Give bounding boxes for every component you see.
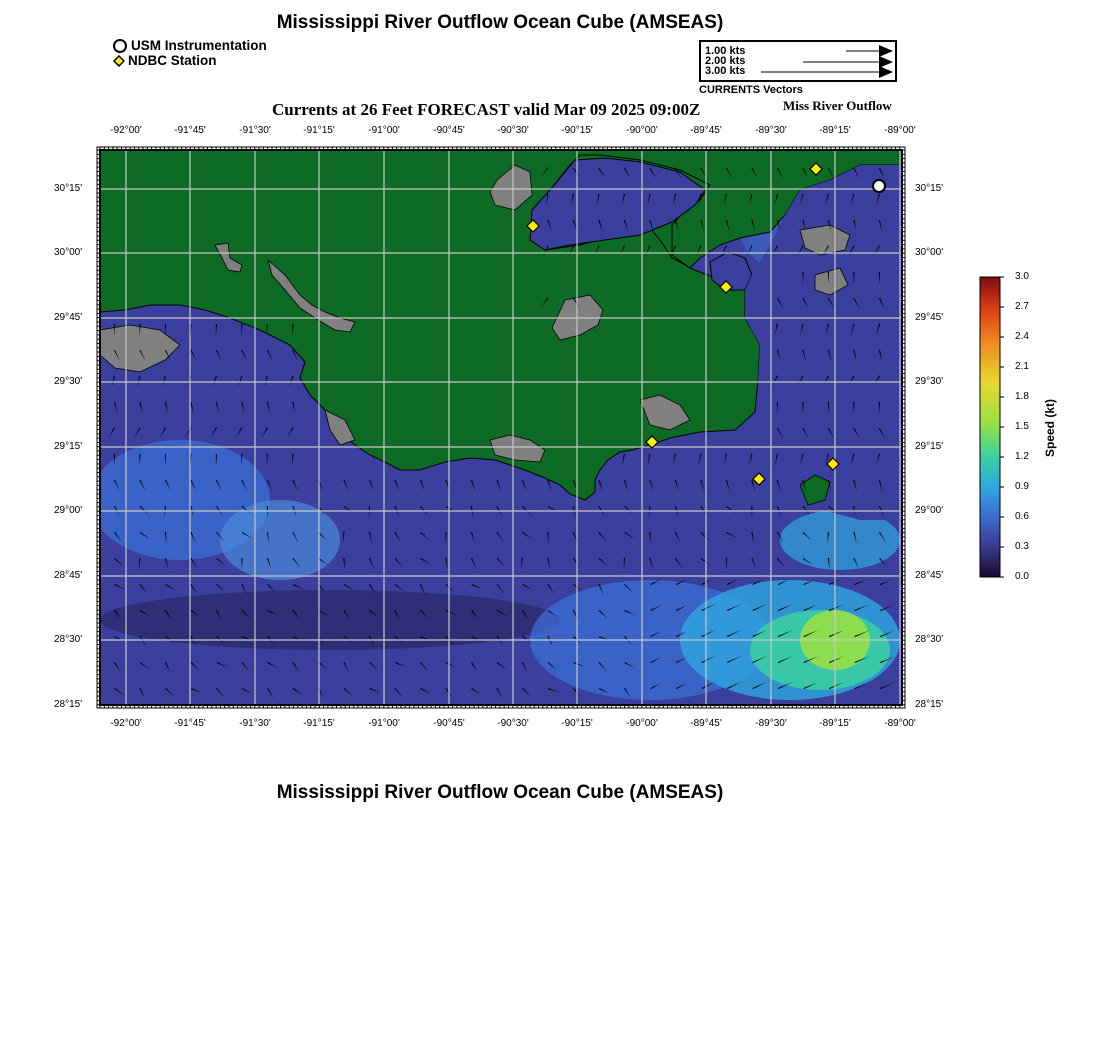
vector-scale-2kt: 2.00 kts: [705, 55, 746, 67]
longitude-label: -89°00': [884, 125, 916, 136]
latitude-label: 29°45': [54, 312, 83, 323]
colorbar-tick-label: 0.9: [1015, 481, 1029, 492]
longitude-label: -89°30': [755, 718, 787, 729]
longitude-label: -89°15': [819, 125, 851, 136]
latitude-label: 28°45': [54, 570, 83, 581]
speed-patch-lightblue-center: [220, 500, 340, 580]
longitude-label: -92°00': [110, 718, 142, 729]
colorbar-tick-label: 0.0: [1015, 571, 1029, 582]
region-label: Miss River Outflow: [783, 98, 892, 113]
longitude-label: -90°45': [433, 718, 465, 729]
latitude-label: 29°15': [915, 441, 944, 452]
longitude-label: -89°00': [884, 718, 916, 729]
vector-scale-3kt: 3.00 kts: [705, 65, 746, 77]
colorbar-tick-label: 2.1: [1015, 361, 1029, 372]
longitude-label: -91°45': [174, 125, 206, 136]
map-title: Mississippi River Outflow Ocean Cube (AMSEAS): [276, 12, 724, 33]
longitude-label: -91°15': [303, 718, 335, 729]
latitude-label: 29°30': [915, 376, 944, 387]
latitude-label: 28°15': [915, 699, 944, 710]
longitude-label: -90°30': [497, 718, 529, 729]
latitude-label: 29°15': [54, 441, 83, 452]
forecast-subtitle: Currents at 26 Feet FORECAST valid Mar 09 2025 09:00Z: [272, 100, 701, 119]
latitude-label: 29°30': [54, 376, 83, 387]
latitude-label: 30°15': [54, 183, 83, 194]
longitude-label: -90°45': [433, 125, 465, 136]
longitude-label: -90°30': [497, 125, 529, 136]
latitude-label: 29°00': [915, 505, 944, 516]
longitude-label: -89°45': [690, 125, 722, 136]
vector-scale-1kt: 1.00 kts: [705, 45, 746, 57]
longitude-label: -91°00': [368, 125, 400, 136]
longitude-label: -89°45': [690, 718, 722, 729]
latitude-label: 29°00': [54, 505, 83, 516]
longitude-label: -91°00': [368, 718, 400, 729]
colorbar-tick-label: 0.6: [1015, 511, 1029, 522]
colorbar-tick-label: 1.8: [1015, 391, 1029, 402]
legend-usm-label: USM Instrumentation: [131, 38, 267, 53]
colorbar-title: Speed (kt): [1043, 398, 1057, 458]
longitude-label: -91°45': [174, 718, 206, 729]
colorbar-tick-label: 1.2: [1015, 451, 1029, 462]
legend-ndbc-label: NDBC Station: [128, 53, 217, 68]
latitude-label: 28°45': [915, 570, 944, 581]
latitude-label: 28°30': [54, 634, 83, 645]
colorbar-tick-label: 0.3: [1015, 541, 1029, 552]
latitude-label: 30°15': [915, 183, 944, 194]
speed-patch-dark-band: [100, 590, 560, 650]
longitude-label: -90°15': [561, 718, 593, 729]
longitude-label: -90°15': [561, 125, 593, 136]
longitude-label: -92°00': [110, 125, 142, 136]
longitude-label: -90°00': [626, 125, 658, 136]
colorbar-tick-label: 2.7: [1015, 301, 1029, 312]
longitude-label: -89°15': [819, 718, 851, 729]
latitude-label: 28°15': [54, 699, 83, 710]
latitude-label: 29°45': [915, 312, 944, 323]
vector-legend-caption: CURRENTS Vectors: [699, 84, 803, 96]
bottom-panel-title: Mississippi River Outflow Ocean Cube (AMSEAS): [276, 782, 724, 803]
latitude-label: 30°00': [915, 247, 944, 258]
colorbar-tick-label: 2.4: [1015, 331, 1029, 342]
longitude-label: -91°15': [303, 125, 335, 136]
longitude-label: -91°30': [239, 125, 271, 136]
colorbar-tick-label: 3.0: [1015, 271, 1029, 282]
latitude-label: 28°30': [915, 634, 944, 645]
latitude-label: 30°00': [54, 247, 83, 258]
usm-instrument-marker[interactable]: [873, 180, 885, 192]
colorbar-tick-label: 1.5: [1015, 421, 1029, 432]
longitude-label: -89°30': [755, 125, 787, 136]
longitude-label: -91°30': [239, 718, 271, 729]
longitude-label: -90°00': [626, 718, 658, 729]
